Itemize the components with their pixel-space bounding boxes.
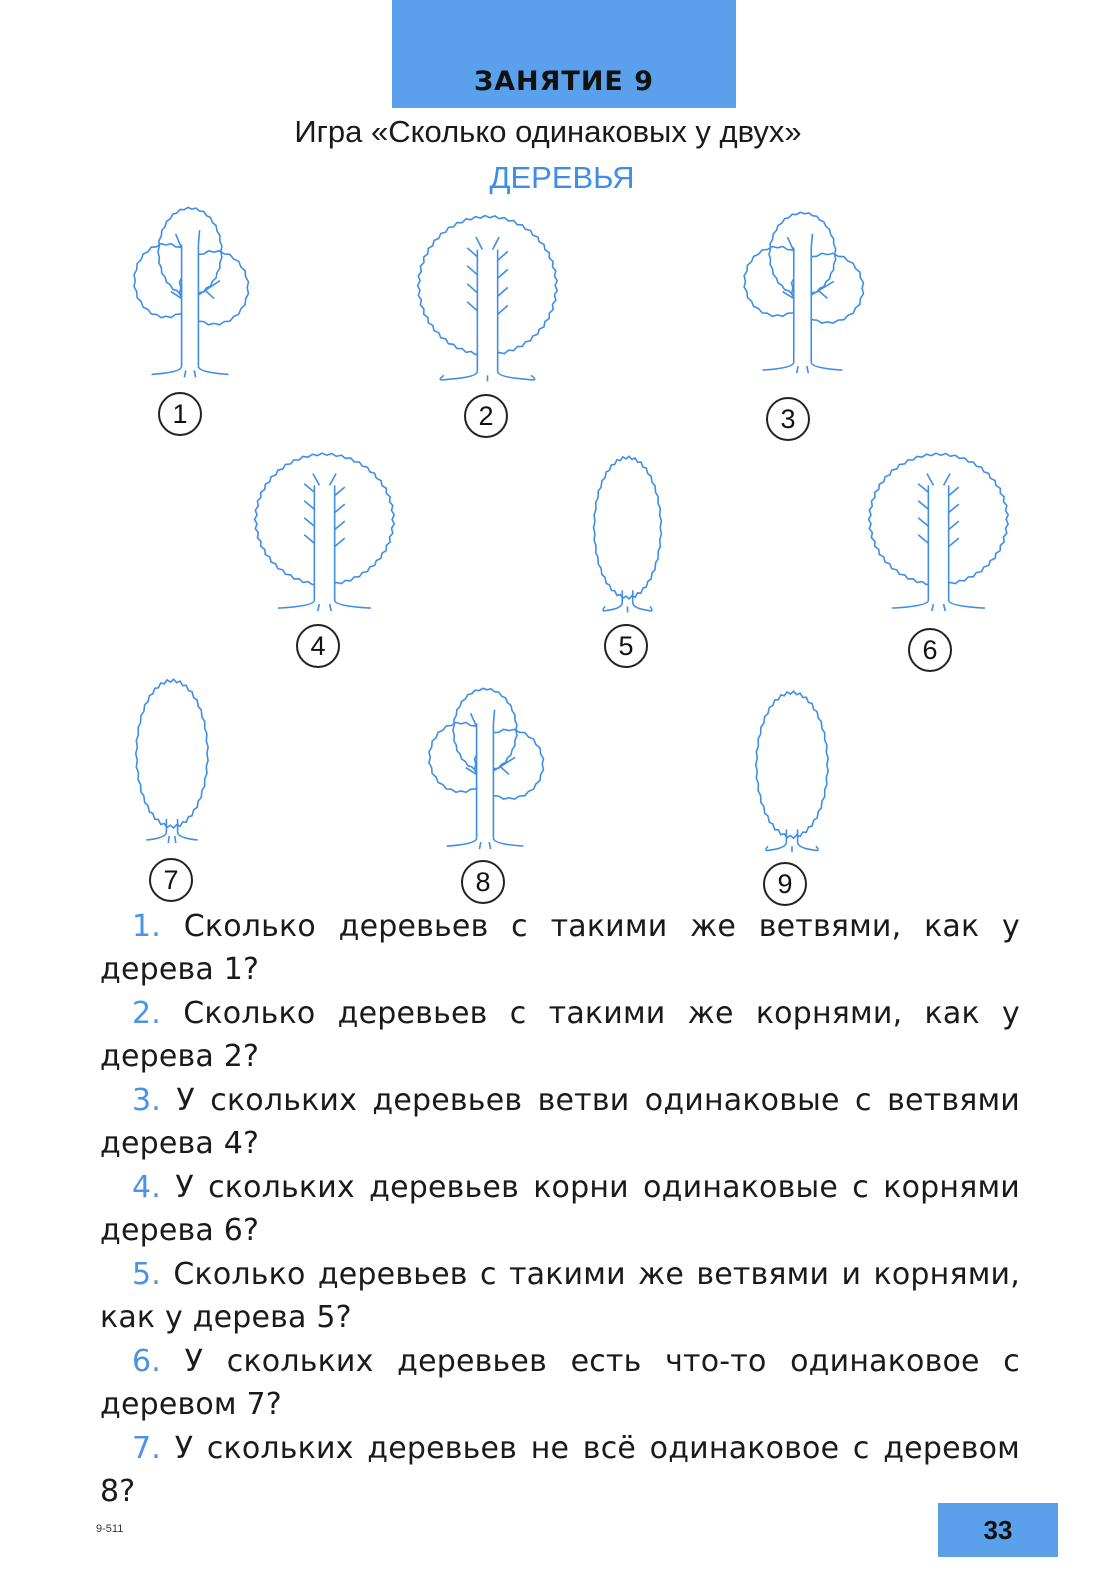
tree-number-5: 5	[604, 624, 648, 668]
tree-drawing	[425, 686, 545, 856]
tree-4	[252, 448, 397, 618]
tree-roots	[146, 832, 197, 843]
question-number: 1.	[132, 909, 162, 944]
tree-drawing	[752, 690, 832, 860]
question-number: 7.	[132, 1431, 162, 1466]
tree-3	[740, 210, 865, 380]
page-number: 33	[983, 1515, 1013, 1545]
question-text: Сколько деревьев с такими же ветвями, как у дерева 1?	[100, 909, 1020, 987]
tree-roots	[278, 600, 371, 611]
question-number: 6.	[132, 1344, 162, 1379]
tree-7	[132, 678, 212, 850]
tree-drawing	[590, 455, 665, 620]
question-text: У скольких деревьев ветви одинаковые с ветвями дерева 4?	[100, 1083, 1020, 1161]
tree-number-2: 2	[464, 394, 508, 438]
question-4	[100, 1166, 1020, 1252]
tree-crown	[594, 456, 662, 599]
tree-number-6: 6	[908, 628, 952, 672]
tree-drawing	[740, 210, 865, 380]
tree-number-8: 8	[461, 860, 505, 904]
tree-roots	[766, 842, 818, 852]
tree-drawing	[252, 448, 397, 618]
question-6	[100, 1340, 1020, 1426]
tree-drawing	[130, 205, 250, 385]
question-number: 2.	[132, 996, 162, 1031]
tree-8	[425, 686, 545, 856]
tree-roots	[763, 362, 843, 373]
tree-number-3: 3	[766, 397, 810, 441]
tree-6	[866, 448, 1011, 618]
question-number: 5.	[132, 1257, 162, 1292]
tree-crown	[136, 679, 208, 828]
tree-drawing	[132, 678, 212, 850]
tree-9	[752, 690, 832, 860]
game-title: Игра «Сколько одинаковых у двух»	[294, 114, 802, 149]
tree-roots	[447, 838, 524, 849]
question-5	[100, 1253, 1020, 1339]
question-text: У скольких деревьев не всё одинаковое с деревом 8?	[100, 1431, 1020, 1509]
question-text: Сколько деревьев с такими же корнями, как у дерева 2?	[100, 996, 1020, 1074]
lesson-banner	[392, 0, 736, 108]
tree-2	[415, 210, 560, 390]
question-text: У скольких деревьев есть что-то одинаковое с деревом 7?	[100, 1344, 1020, 1422]
tree-roots	[892, 600, 985, 611]
page-number-box	[938, 1503, 1058, 1557]
tree-roots	[603, 602, 652, 612]
lesson-title: ЗАНЯТИЕ 9	[473, 66, 655, 97]
tree-number-1: 1	[158, 392, 202, 436]
question-2	[100, 992, 1020, 1078]
tree-drawing	[415, 210, 560, 390]
question-list	[100, 905, 1020, 1514]
tree-5	[590, 455, 665, 620]
tree-1	[130, 205, 250, 385]
tree-number-7: 7	[149, 858, 193, 902]
question-1	[100, 905, 1020, 991]
question-text: Сколько деревьев с такими же ветвями и корнями, как у дерева 5?	[100, 1257, 1020, 1335]
tree-roots	[152, 366, 229, 377]
tree-crown	[756, 691, 828, 838]
tree-number-9: 9	[763, 862, 807, 906]
question-text: У скольких деревьев корни одинаковые с корнями дерева 6?	[100, 1170, 1020, 1248]
tree-number-4: 4	[296, 624, 340, 668]
question-number: 3.	[132, 1083, 162, 1118]
tree-roots	[440, 371, 534, 381]
tree-drawing	[866, 448, 1011, 618]
question-number: 4.	[132, 1170, 162, 1205]
topic-title: ДЕРЕВЬЯ	[489, 160, 635, 195]
question-3	[100, 1079, 1020, 1165]
print-code: 9-511	[96, 1523, 124, 1535]
question-7	[100, 1427, 1020, 1513]
